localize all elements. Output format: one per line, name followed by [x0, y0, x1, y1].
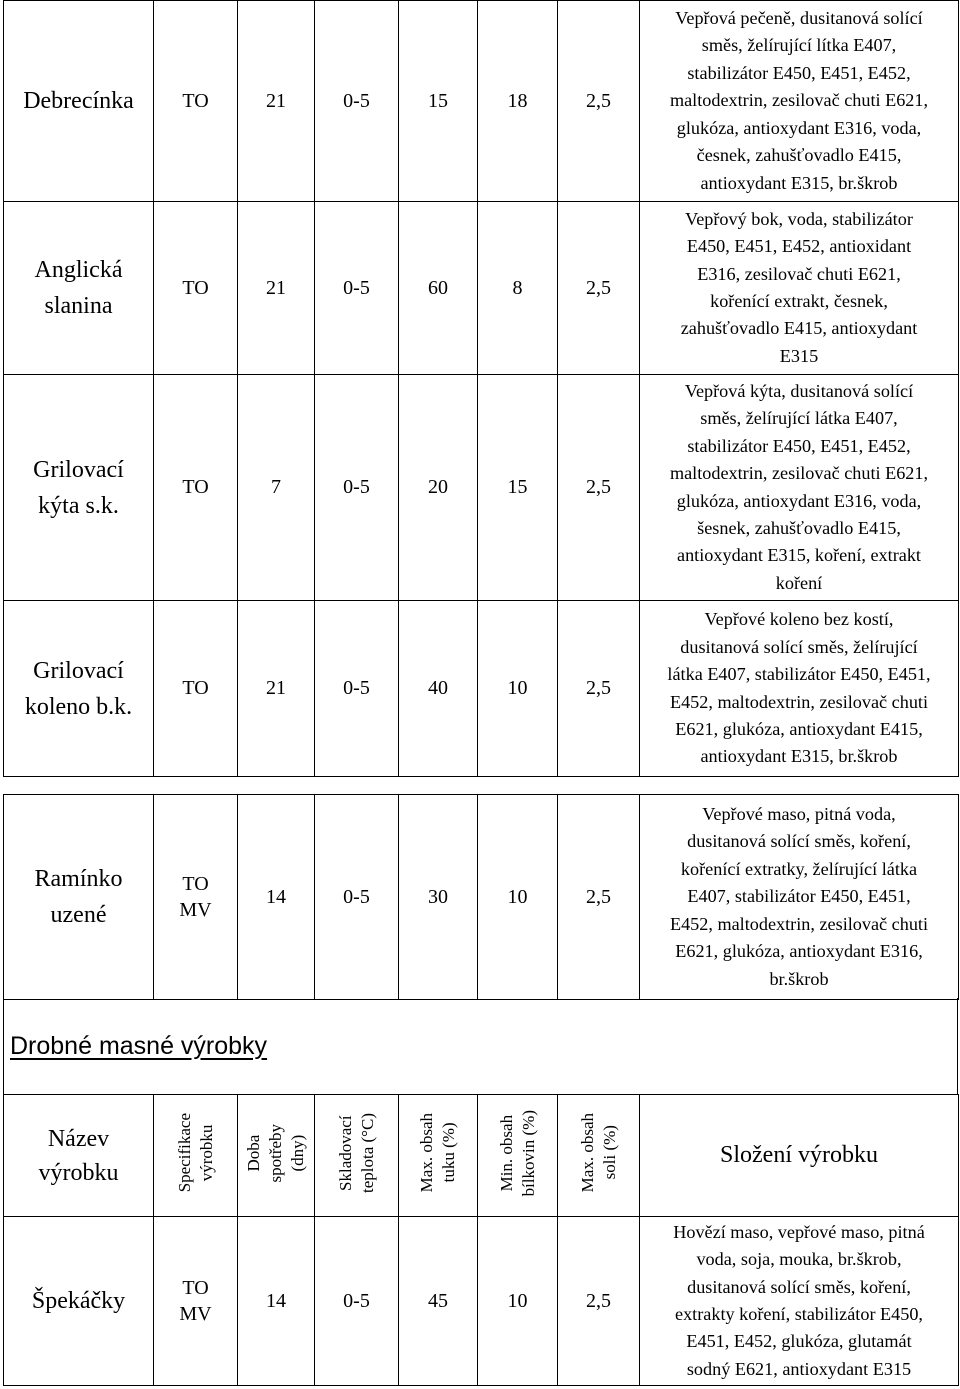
- product-name: Anglická slanina: [4, 202, 154, 375]
- product-name: Debrecínka: [4, 1, 154, 202]
- product-max-fat: 20: [399, 375, 478, 601]
- product-storage-temp: 0-5: [315, 1, 399, 202]
- product-spec: TO: [154, 375, 238, 601]
- table-row: [4, 1, 959, 202]
- product-storage-temp: 0-5: [315, 375, 399, 601]
- header-min-protein: Min. obsah bílkovin (%): [478, 1095, 558, 1217]
- header-max-fat: Max. obsah tuku (%): [399, 1095, 478, 1217]
- product-shelf-life: 14: [238, 1217, 315, 1386]
- product-max-salt: 2,5: [558, 1, 640, 202]
- product-shelf-life: 7: [238, 375, 315, 601]
- product-composition: Vepřové koleno bez kostí, dusitanová solící směs, želírující látka E407, stabilizátor E450, E451, E452, maltodextrin, zesilovač chuti E621, glukóza, antioxydant E415, antioxydant E315, br.škrob: [640, 601, 959, 777]
- product-composition: Vepřová kýta, dusitanová solící směs, želírující látka E407, stabilizátor E450, E451, E452, maltodextrin, zesilovač chuti E621, glukóza, antioxydant E316, voda, šesnek, zahušťovadlo E415, antioxydant E315, koření, extrakt koření: [640, 375, 959, 601]
- product-max-salt: 2,5: [558, 375, 640, 601]
- product-min-protein: 15: [478, 375, 558, 601]
- table-row: [4, 795, 959, 1000]
- product-max-salt: 2,5: [558, 1217, 640, 1386]
- table-row: [4, 202, 959, 375]
- product-max-fat: 40: [399, 601, 478, 777]
- header-storage-temp: Skladovací teplota (°C): [315, 1095, 399, 1217]
- table-row: [4, 1217, 959, 1386]
- product-shelf-life: 21: [238, 1, 315, 202]
- header-specification: Specifikace výrobku: [154, 1095, 238, 1217]
- product-min-protein: 18: [478, 1, 558, 202]
- product-composition: Vepřová pečeně, dusitanová solící směs, želírující lítka E407, stabilizátor E450, E451, E452, maltodextrin, zesilovač chuti E621, glukóza, antioxydant E316, voda, česnek, zahušťovadlo E415, antioxydant E315, br.škrob: [640, 1, 959, 202]
- header-shelf-life: Doba spotřeby (dny): [238, 1095, 315, 1217]
- product-spec: TO MV: [154, 1217, 238, 1386]
- product-storage-temp: 0-5: [315, 1217, 399, 1386]
- product-shelf-life: 21: [238, 601, 315, 777]
- product-composition: Vepřové maso, pitná voda, dusitanová solící směs, koření, kořenící extratky, želírující látka E407, stabilizátor E450, E451, E452, maltodextrin, zesilovač chuti E621, glukóza, antioxydant E316, br.škrob: [640, 795, 959, 1000]
- product-max-fat: 45: [399, 1217, 478, 1386]
- product-spec: TO: [154, 601, 238, 777]
- product-min-protein: 10: [478, 795, 558, 1000]
- product-composition: Vepřový bok, voda, stabilizátor E450, E451, E452, antioxidant E316, zesilovač chuti E621, kořenící extrakt, česnek, zahušťovadlo E415, antioxydant E315: [640, 202, 959, 375]
- product-max-salt: 2,5: [558, 601, 640, 777]
- product-min-protein: 10: [478, 601, 558, 777]
- product-max-salt: 2,5: [558, 202, 640, 375]
- header-composition: Složení výrobku: [640, 1095, 959, 1217]
- product-name: Grilovací koleno b.k.: [4, 601, 154, 777]
- product-name: Špekáčky: [4, 1217, 154, 1386]
- product-storage-temp: 0-5: [315, 601, 399, 777]
- product-spec: TO: [154, 202, 238, 375]
- table-header-row: [4, 1095, 959, 1217]
- section-title: Drobné masné výrobky: [10, 1032, 268, 1060]
- product-name: Ramínko uzené: [4, 795, 154, 1000]
- section-drobne-masne-vyrobky: [3, 998, 958, 1095]
- product-max-fat: 15: [399, 1, 478, 202]
- product-name: Grilovací kýta s.k.: [4, 375, 154, 601]
- product-min-protein: 10: [478, 1217, 558, 1386]
- product-table-raminko: [3, 794, 959, 1000]
- product-max-fat: 60: [399, 202, 478, 375]
- product-storage-temp: 0-5: [315, 202, 399, 375]
- product-shelf-life: 14: [238, 795, 315, 1000]
- product-storage-temp: 0-5: [315, 795, 399, 1000]
- product-spec: TO MV: [154, 795, 238, 1000]
- product-table-bottom: [3, 1094, 959, 1386]
- product-min-protein: 8: [478, 202, 558, 375]
- product-max-salt: 2,5: [558, 795, 640, 1000]
- product-spec: TO: [154, 1, 238, 202]
- product-max-fat: 30: [399, 795, 478, 1000]
- table-row: [4, 375, 959, 601]
- header-max-salt: Max. obsah soli (%): [558, 1095, 640, 1217]
- product-table-top: [3, 0, 959, 777]
- product-shelf-life: 21: [238, 202, 315, 375]
- header-product-name: Název výrobku: [4, 1095, 154, 1217]
- table-row: [4, 601, 959, 777]
- product-composition: Hovězí maso, vepřové maso, pitná voda, soja, mouka, br.škrob, dusitanová solící směs, koření, extrakty koření, stabilizátor E450, E451, E452, glukóza, glutamát sodný E621, antioxydant E315: [640, 1217, 959, 1386]
